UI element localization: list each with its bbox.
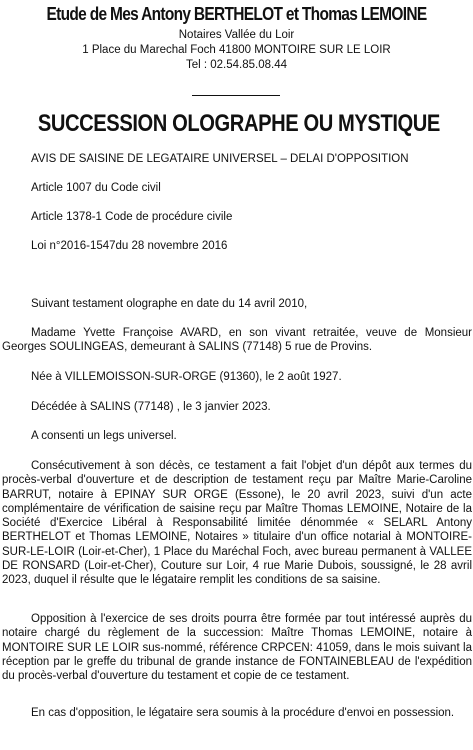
- firm-name: Etude de Mes Antony BERTHELOT et Thomas LEMOINE: [46, 4, 427, 24]
- legal-reference-civil-code: Article 1007 du Code civil: [31, 182, 161, 194]
- paragraph-death: Décédée à SALINS (77148) , le 3 janvier 2023.: [31, 401, 271, 413]
- paragraph-testament-date: Suivant testament olographe en date du 14 avril 2010,: [31, 298, 308, 310]
- legal-reference-law: Loi n°2016-1547du 28 novembre 2016: [31, 240, 228, 252]
- notice-subject: AVIS DE SAISINE DE LEGATAIRE UNIVERSEL – DELAI D'OPPOSITION: [31, 153, 409, 165]
- office-address: 1 Place du Marechal Foch 41800 MONTOIRE SUR LE LOIR: [82, 44, 391, 56]
- office-name: Notaires Vallée du Loir: [178, 29, 295, 41]
- header-divider: [192, 95, 280, 96]
- paragraph-consequence: En cas d'opposition, le légataire sera soumis à la procédure d'envoi en possession.: [31, 707, 455, 719]
- paragraph-testator: Madame Yvette Françoise AVARD, en son vivant retraitée, veuve de Monsieur Georges SOULINGEAS, demeurant à SALINS (77148) 5 rue de Provins.: [2, 327, 472, 354]
- paragraph-opposition: Opposition à l'exercice de ses droits pourra être formée par tout intéressé auprès du notaire chargé du règlement de la succession: Maître Thomas LEMOINE, notaire à MONTOIRE SUR LE LOIR sus-nommé, référence CRPCEN: 41059, dans le mois suivant la réception par le greffe du tribunal de grande instance de FONTAINEBLEAU de l'expédition du procès-verbal d'ouverture du testament et copie de ce testament.: [2, 613, 472, 683]
- paragraph-birth: Née à VILLEMOISSON-SUR-ORGE (91360), le 2 août 1927.: [31, 371, 342, 383]
- paragraph-legacy: A consenti un legs universel.: [31, 430, 177, 442]
- notice-title: SUCCESSION OLOGRAPHE OU MYSTIQUE: [37, 110, 440, 137]
- paragraph-deposit: Consécutivement à son décès, ce testament a fait l'objet d'un dépôt aux termes du procès-verbal d'ouverture et de description de testament reçu par Maître Marie-Caroline BARRUT, notaire à EPINAY SUR ORGE (Essone), le 20 avril 2023, suivi d'un acte complémentaire de vérification de saisine reçu par Maître Thomas LEMOINE, Notaire de la Société d'Exercice Libéral à Responsabilité limitée dénommée « SELARL Antony BERTHELOT et Thomas LEMOINE, Notaires » titulaire d'un office notarial à MONTOIRE-SUR-LE-LOIR (Loir-et-Cher), 1 Place du Maréchal Foch, avec bureau permanent à VALLEE DE RONSARD (Loir-et-Cher), Couture sur Loir, 4 rue Marie Dubois, soussigné, le 28 avril 2023, duquel il résulte que le légataire remplit les conditions de sa saisine.: [2, 460, 472, 587]
- office-phone: Tel : 02.54.85.08.44: [185, 59, 288, 71]
- legal-reference-civil-procedure: Article 1378-1 Code de procédure civile: [31, 211, 233, 223]
